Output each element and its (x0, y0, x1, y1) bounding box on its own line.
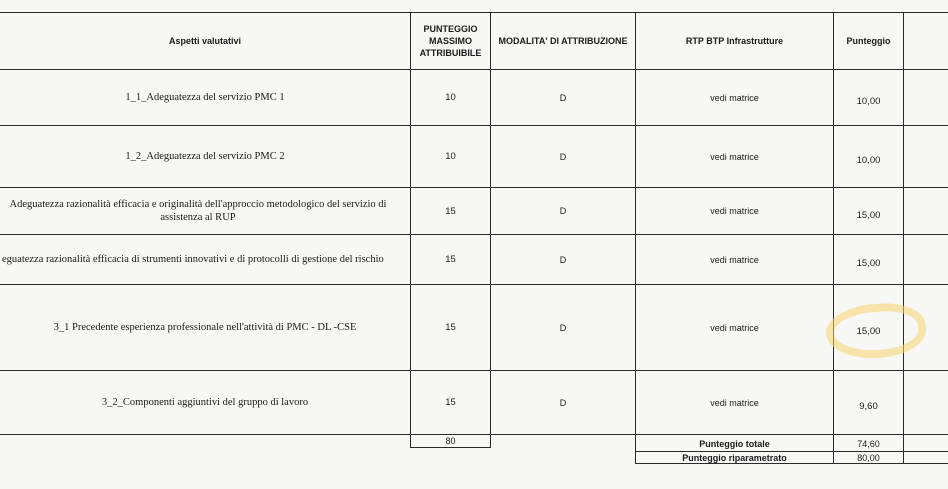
row-2-rtp: vedi matrice (710, 151, 759, 162)
row-3-punteggio: 15,00 (856, 209, 881, 221)
row-5-max: 15 (445, 322, 456, 333)
row-6-modalita: D (559, 397, 567, 408)
row-3-modalita: D (559, 206, 567, 216)
row-3-aspetto: Adeguatezza razionalità efficacia e originalità dell'approccio metodologico del servizio di assistenza al RUP (9, 199, 387, 223)
row-2-aspetto: 1_2_Adeguatezza del servizio PMC 2 (125, 151, 285, 162)
header-punteggio: Punteggio (846, 36, 891, 46)
row-2-punteggio: 10,00 (856, 155, 881, 166)
row-3-rtp: vedi matrice (710, 206, 759, 216)
row-2-max: 10 (445, 151, 456, 162)
row-6-punteggio: 9,60 (859, 401, 878, 412)
row-4-modalita: D (559, 254, 567, 265)
row-4-max: 15 (445, 254, 456, 265)
riparametrato-value: 80,00 (857, 452, 880, 463)
row-6-aspetto: 3_2_Componenti aggiuntivi del gruppo di lavoro (101, 397, 309, 408)
row-5-rtp: vedi matrice (710, 322, 759, 333)
row-4-rtp: vedi matrice (710, 254, 759, 265)
row-2-modalita: D (559, 151, 567, 162)
riparametrato-label: Punteggio riparametrato (682, 452, 787, 463)
punteggio-totale-value: 74,60 (857, 438, 880, 449)
header-aspetti: Aspetti valutativi (168, 36, 242, 46)
row-3-max: 15 (445, 205, 456, 217)
row-5-modalita: D (559, 322, 567, 333)
max-total: 80 (445, 436, 456, 446)
row-4-aspetto: eguatezza razionalità efficacia di strumenti innovativi e di protocolli di gestione del rischio (2, 254, 384, 265)
row-6-max: 15 (445, 397, 456, 408)
row-1-rtp: vedi matrice (710, 92, 759, 103)
punteggio-totale-label: Punteggio totale (699, 438, 770, 449)
row-6-rtp: vedi matrice (710, 397, 759, 408)
row-1-punteggio: 10,00 (856, 96, 881, 107)
header-punteggio-massimo: PUNTEGGIO MASSIMO ATTRIBUIBILE (419, 24, 482, 58)
row-1-aspetto: 1_1_Adeguatezza del servizio PMC 1 (125, 92, 285, 103)
row-5-aspetto: 3_1 Precedente esperienza professionale nell'attività di PMC - DL -CSE (53, 322, 357, 333)
row-1-modalita: D (559, 92, 567, 103)
row-4-punteggio: 15,00 (856, 258, 881, 269)
header-modalita: MODALITA' DI ATTRIBUZIONE (498, 36, 628, 46)
row-1-max: 10 (445, 92, 456, 103)
row-5-punteggio: 15,00 (856, 326, 881, 337)
header-rtp: RTP BTP Infrastrutture (685, 36, 784, 46)
